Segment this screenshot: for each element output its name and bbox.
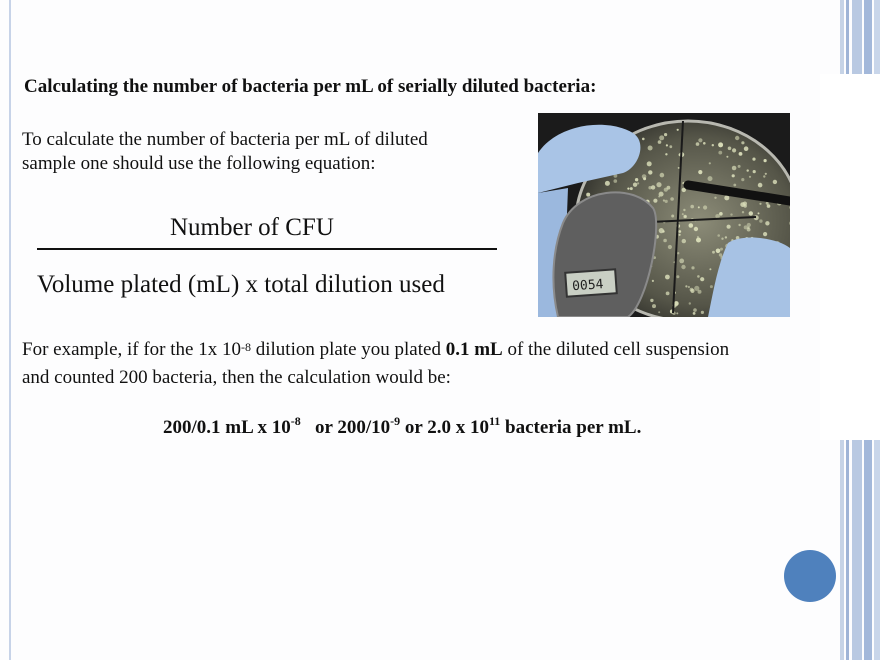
equation-denominator: Volume plated (mL) x total dilution used [37,271,445,298]
left-border-line [9,0,11,660]
content-overlay-band [820,74,880,440]
decorative-circle [784,550,836,602]
equation-numerator: Number of CFU [170,214,334,241]
intro-line-1: To calculate the number of bacteria per mL of diluted [22,129,428,150]
fraction-bar [37,248,497,250]
example-paragraph [22,336,729,392]
colony-counting-photo [538,113,790,317]
slide-title: Calculating the number of bacteria per mL of serially diluted bacteria: [24,76,597,97]
example-line-2: and counted 200 bacteria, then the calculation would be: [22,367,451,388]
counter-display: 0054 [571,277,604,295]
example-calculation: 200/0.1 mL x $10^{-8}$ or $200/10^{-9}$ or 2.0 x $10^{11}$ bacteria per mL. [163,414,642,438]
intro-text [22,128,522,176]
intro-line-2: sample one should use the following equation: [22,153,376,174]
example-line-1: For example, if for the 1x $10^{-8}$ dilution plate you plated 0.1 mL of the diluted cell suspension [22,339,730,360]
